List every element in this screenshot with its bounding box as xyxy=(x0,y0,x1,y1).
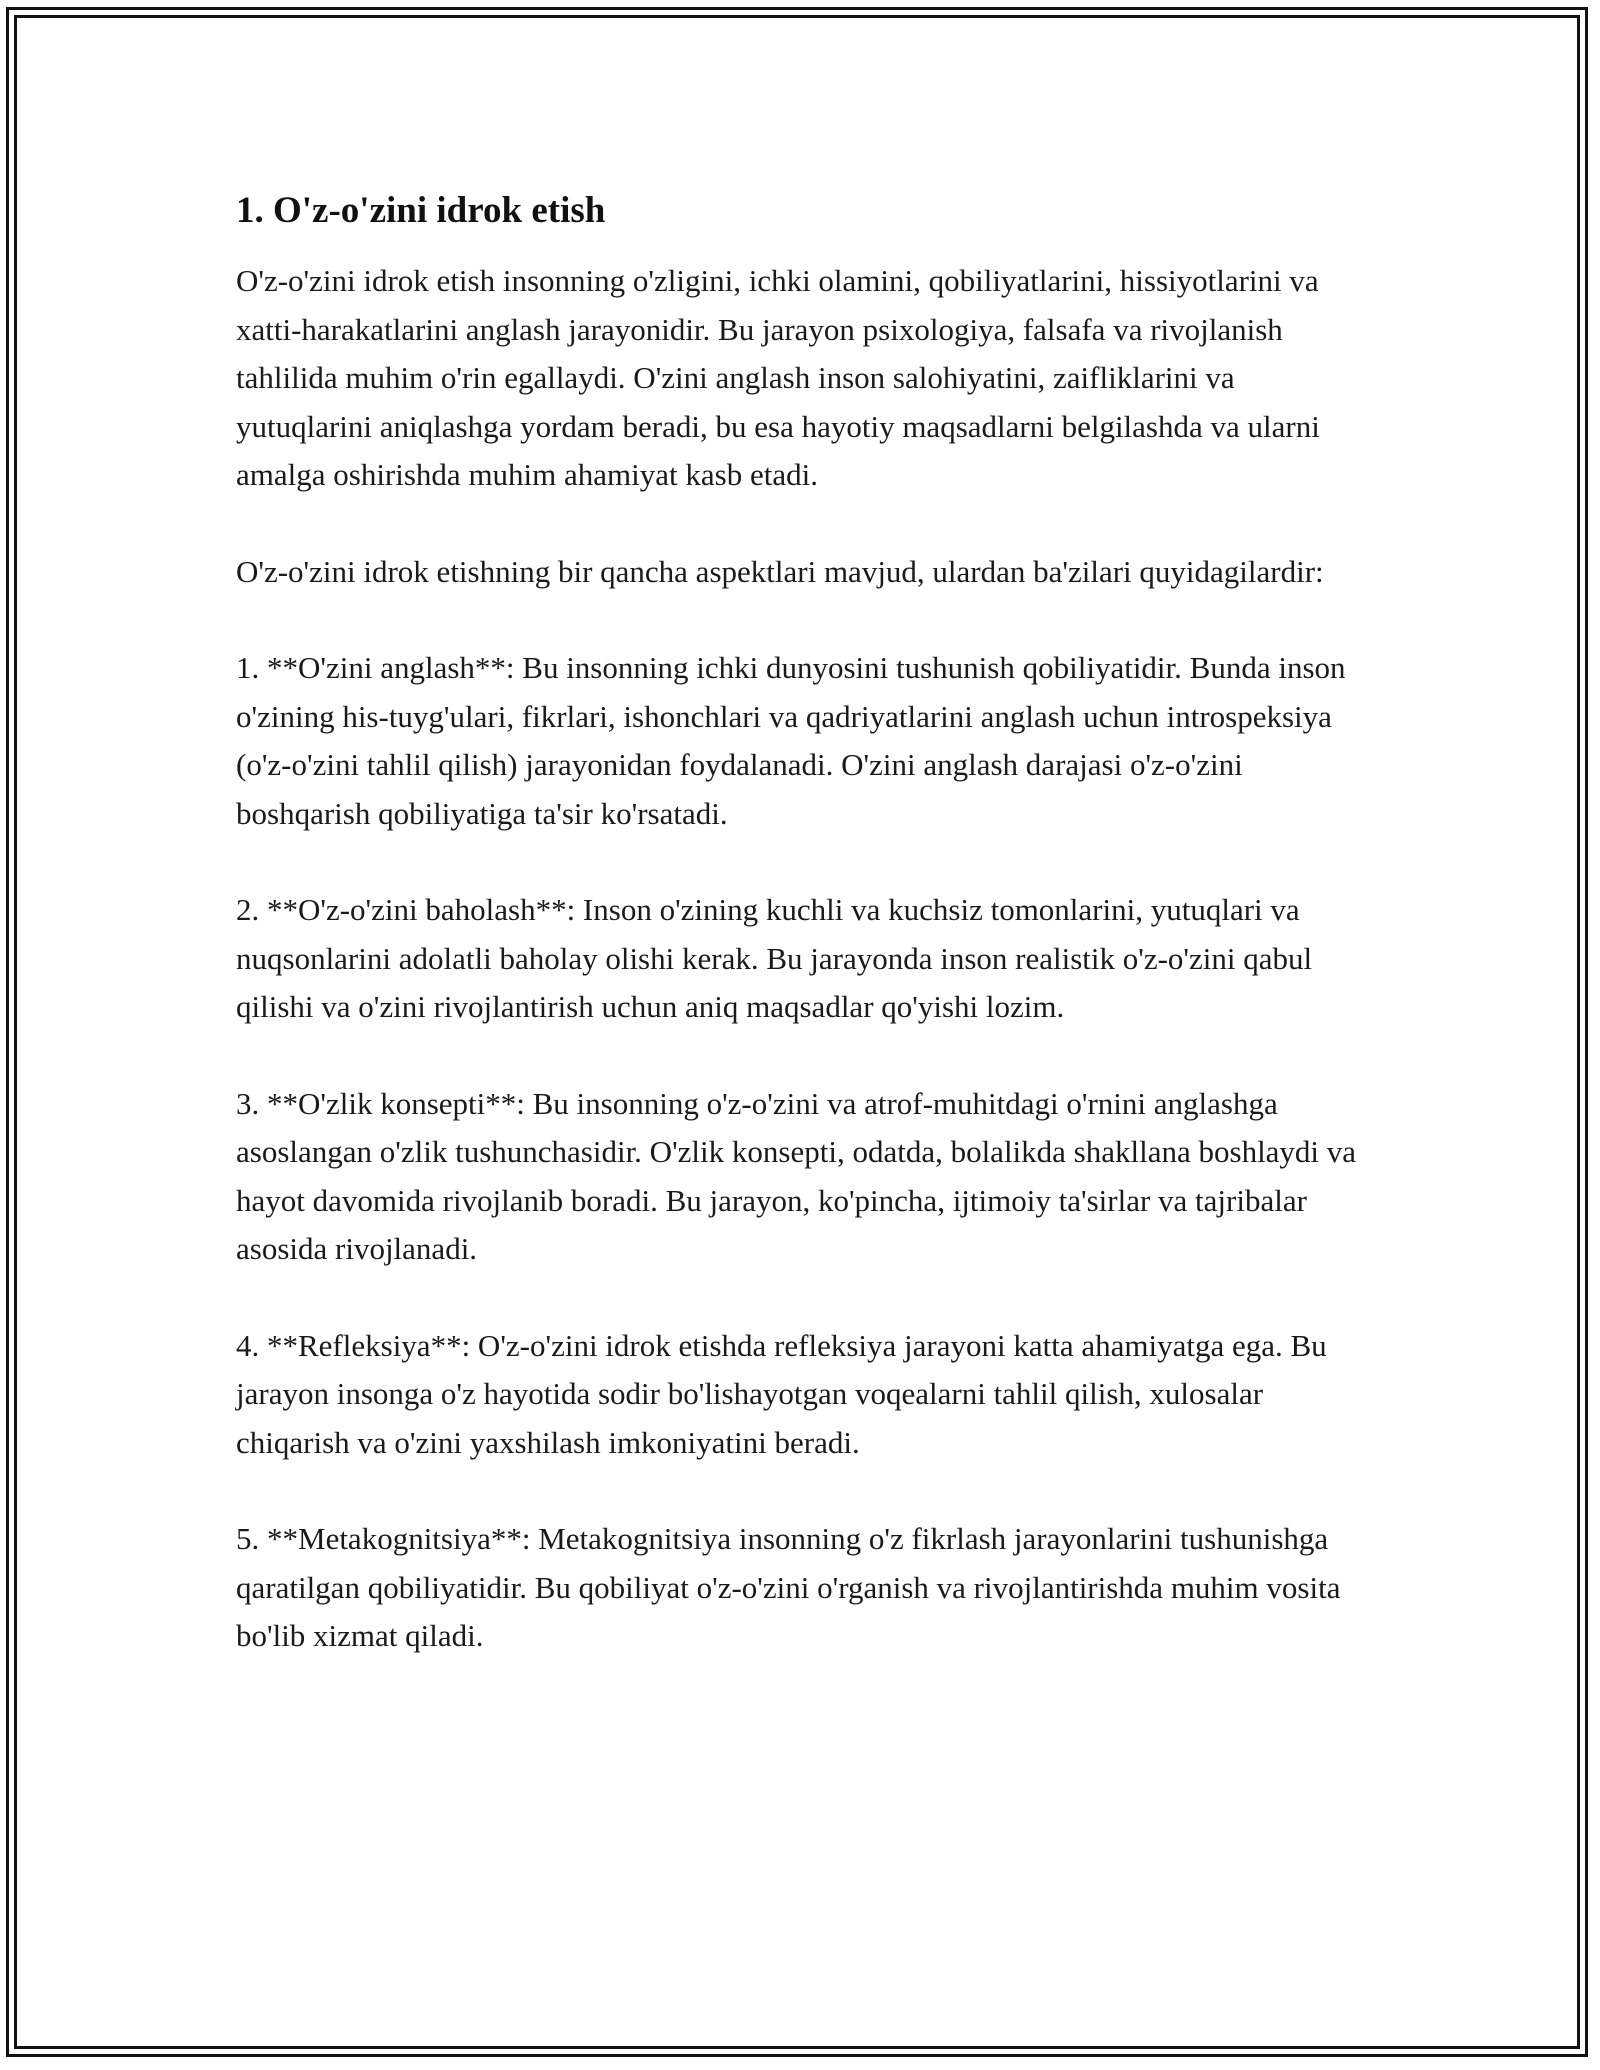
list-item-metacognition: 5. **Metakognitsiya**: Metakognitsiya insonning o'z fikrlash jarayonlarini tushunishga qaratilgan qobiliyatidir. Bu qobiliyat o'z-o'zini o'rganish va rivojlantirishda muhim vosita bo'lib xizmat qiladi. xyxy=(236,1521,1341,1653)
aspects-intro-paragraph: O'z-o'zini idrok etishning bir qancha aspektlari mavjud, ulardan ba'zilari quyidagilardir: xyxy=(236,553,1324,589)
list-item-self-awareness: 1. **O'zini anglash**: Bu insonning ichki dunyosini tushunish qobiliyatidir. Bunda inson o'zining his-tuyg'ulari, fikrlari, ishonchlari va qadriyatlarini anglash uchun introspeksiya (o'z-o'zini tahlil qilish) jarayonidan foydalanadi. O'zini anglash darajasi o'z-o'zini boshqarish qobiliyatiga ta'sir ko'rsatadi. xyxy=(236,650,1346,831)
list-item-reflection: 4. **Refleksiya**: O'z-o'zini idrok etishda refleksiya jarayoni katta ahamiyatga ega. Bu jarayon insonga o'z hayotida sodir bo'lishayotgan voqealarni tahlil qilish, xulosalar chiqarish va o'zini yaxshilash imkoniyatini beradi. xyxy=(236,1327,1327,1460)
list-item-self-concept: 3. **O'zlik konsepti**: Bu insonning o'z-o'zini va atrof-muhitdagi o'rnini anglashga asoslangan o'zlik tushunchasidir. O'zlik konsepti, odatda, bolalikda shakllana boshlaydi va hayot davomida rivojlanib boradi. Bu jarayon, ko'pincha, ijtimoiy ta'sirlar va tajribalar asosida rivojlanadi. xyxy=(236,1085,1357,1266)
document-title: 1. O'z-o'zini idrok etish xyxy=(236,190,606,231)
document-body xyxy=(236,186,1376,1661)
list-item-self-assessment: 2. **O'z-o'zini baholash**: Inson o'zining kuchli va kuchsiz tomonlarini, yutuqlari va nuqsonlarini adolatli baholay olishi kerak. Bu jarayonda inson realistik o'z-o'zini qabul qilishi va o'zini rivojlantirish uchun aniq maqsadlar qo'yishi lozim. xyxy=(236,892,1313,1024)
intro-paragraph: O'z-o'zini idrok etish insonning o'zligini, ichki olamini, qobiliyatlarini, hissiyotlarini va xatti-harakatlarini anglash jarayonidir. Bu jarayon psixologiya, falsafa va rivojlanish tahlilida muhim o'rin egallaydi. O'zini anglash inson salohiyatini, zaifliklarini va yutuqlarini aniqlashga yordam beradi, bu esa hayotiy maqsadlarni belgilashda va ularni amalga oshirishda muhim ahamiyat kasb etadi. xyxy=(236,263,1320,492)
